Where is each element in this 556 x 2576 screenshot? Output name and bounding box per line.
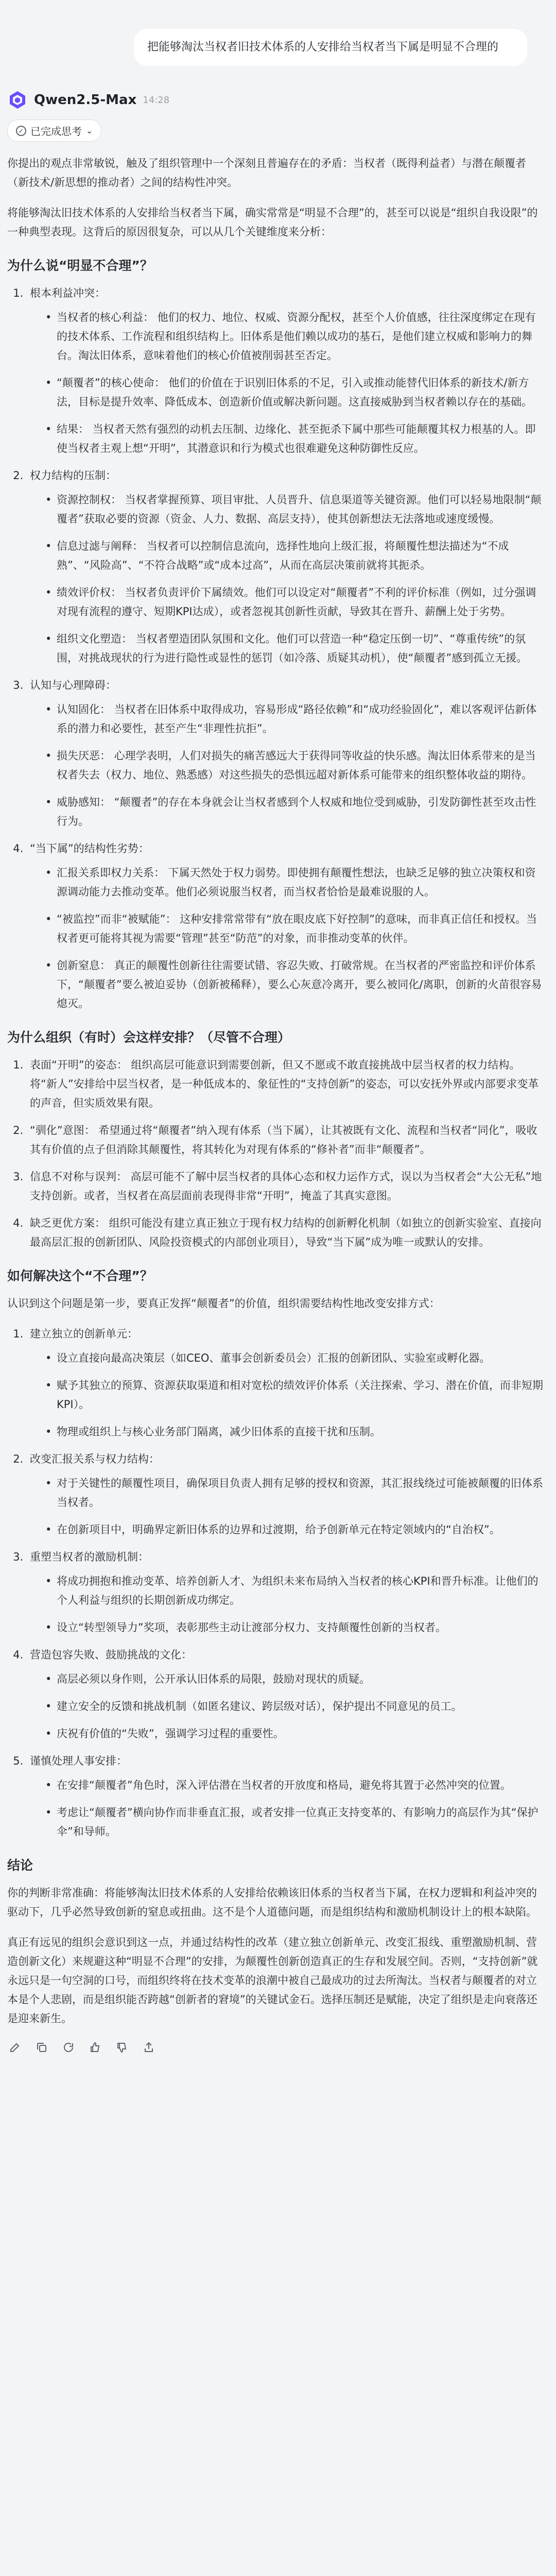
assistant-header — [7, 90, 556, 110]
bullet-item: • 损失厌恶： 心理学表明，人们对损失的痛苦感远大于获得同等收益的快乐感。淘汰旧体系带来的是当权者失去（权力、地位、熟悉感）对这些损失的恐惧远超对新体系可能带来的组织整体收益的期待。 — [45, 747, 545, 785]
list-item: 1. 表面“开明”的姿态： 组织高层可能意识到需要创新，但又不愿或不敢直接挑战中层当权者的权力结构。将“新人”安排给中层当权者，是一种低成本的、象征性的“支持创新”的姿态，可以安抚外界或内部要求变革的声音，但实质效果有限。 — [27, 1056, 545, 1113]
list-item — [27, 284, 545, 458]
bullet-item: • 绩效评价权： 当权者负责评价下属绩效。他们可以设定对“颠覆者”不利的评价标准（例如，过分强调对现有流程的遵守、短期KPI达成），或者忽视其创新性贡献，导致其在晋升、薪酬上处于劣势。 — [45, 583, 545, 621]
list-item — [27, 1325, 545, 1442]
bullet-item: • 物理或组织上与核心业务部门隔离，减少旧体系的直接干扰和压制。 — [45, 1422, 545, 1442]
list-item — [27, 466, 545, 668]
bullet-item: • 资源控制权： 当权者掌握预算、项目审批、人员晋升、信息渠道等关键资源。他们可以轻易地限制“颠覆者”获取必要的资源（资金、人力、数据、高层支持），使其创新想法无法落地或速度缓慢。 — [45, 490, 545, 529]
copy-icon[interactable] — [34, 2040, 49, 2055]
bullet-item: • 赋予其独立的预算、资源获取渠道和相对宽松的绩效评价体系（关注探索、学习、潜在价值，而非短期KPI）。 — [45, 1376, 545, 1414]
bullet-item: • 对于关键性的颠覆性项目，确保项目负责人拥有足够的授权和资源，其汇报线绕过可能被颠覆的旧体系当权者。 — [45, 1474, 545, 1512]
bullet-item: • 建立安全的反馈和挑战机制（如匿名建议、跨层级对话），保护提出不同意见的员工。 — [45, 1697, 545, 1716]
list-item — [27, 676, 545, 831]
list-item — [27, 839, 545, 1013]
list-item — [27, 1646, 545, 1743]
numbered-list — [7, 284, 545, 1013]
bullet-item: • 认知固化： 当权者在旧体系中取得成功，容易形成“路径依赖”和“成功经验固化”，难以客观评估新体系的潜力和必要性，甚至产生“非理性抗拒”。 — [45, 700, 545, 738]
bullet-item: • 在创新项目中，明确界定新旧体系的边界和过渡期，给予创新单元在特定领域内的“自治权”。 — [45, 1520, 545, 1539]
section-heading: 为什么组织（有时）会这样安排？（尽管不合理） — [7, 1030, 291, 1045]
bullet-item: • 设立直接向最高决策层（如CEO、董事会创新委员会）汇报的创新团队、实验室或孵化器。 — [45, 1349, 545, 1368]
message-time: 14:28 — [143, 94, 170, 106]
bullet-item: • 创新窒息： 真正的颠覆性创新往往需要试错、容忍失败、打破常规。在当权者的严密监控和评价体系下，“颠覆者”要么被迫妥协（创新被稀释），要么心灰意冷离开，要么被同化/离职，创新的火苗很容易熄灭。 — [45, 956, 545, 1013]
list-item-title: 2. 权力结构的压制： — [30, 469, 116, 482]
bullet-item: • 设立“转型领导力”奖项，表彰那些主动让渡部分权力、支持颠覆性创新的当权者。 — [45, 1618, 545, 1637]
edit-icon[interactable] — [7, 2040, 23, 2055]
section-heading: 为什么说“明显不合理”？ — [7, 258, 153, 273]
intro-paragraph: 你提出的观点非常敏锐，触及了组织管理中一个深刻且普遍存在的矛盾：当权者（既得利益者）与潜在颠覆者（新技术/新思想的推动者）之间的结构性冲突。 — [7, 157, 526, 189]
bullet-item: • 威胁感知： “颠覆者”的存在本身就会让当权者感到个人权威和地位受到威胁，引发防御性甚至攻击性行为。 — [45, 793, 545, 831]
bullet-item: • “被监控”而非“被赋能”： 这种安排常常带有“放在眼皮底下好控制”的意味，而非真正信任和授权。当权者更可能将其视为需要“管理”甚至“防范”的对象，而非推动变革的伙伴。 — [45, 910, 545, 948]
bullet-list — [30, 1572, 545, 1637]
user-message: 把能够淘汰当权者旧技术体系的人安排给当权者当下属是明显不合理的 — [134, 29, 527, 66]
list-item — [27, 1450, 545, 1539]
model-name: Qwen2.5-Max — [34, 92, 137, 108]
list-item-title: 3. 认知与心理障碍： — [30, 679, 116, 691]
thinking-toggle-button[interactable] — [7, 120, 101, 142]
bullet-list — [30, 863, 545, 1013]
bullet-item: • 高层必须以身作则，公开承认旧体系的局限，鼓励对现状的质疑。 — [45, 1670, 545, 1689]
list-item-title: 4. “当下属”的结构性劣势： — [30, 842, 149, 855]
bullet-item: • 信息过滤与阐释： 当权者可以控制信息流向，选择性地向上级汇报，将颠覆性想法描述为“不成熟”、“风险高”、“不符合战略”或“成本过高”，从而在高层决策前就将其扼杀。 — [45, 537, 545, 575]
thumbs-up-icon[interactable] — [88, 2040, 103, 2055]
section-heading: 如何解决这个“不合理”？ — [7, 1268, 153, 1283]
list-item — [27, 1752, 545, 1841]
thinking-label: 已完成思考 — [30, 125, 82, 138]
section-intro: 认识到这个问题是第一步，要真正发挥“颠覆者”的价值，组织需要结构性地改变安排方式： — [7, 1297, 440, 1310]
list-item: 2. “驯化”意图： 希望通过将“颠覆者”纳入现有体系（当下属），让其被既有文化、流程和当权者“同化”，吸收其有价值的点子但消除其颠覆性，将其转化为对现有体系的“修补者”而非“颠覆者”。 — [27, 1121, 545, 1159]
list-item: 4. 缺乏更优方案： 组织可能没有建立真正独立于现有权力结构的创新孵化机制（如独立的创新实验室、直接向最高层汇报的创新团队、风险投资模式的内部创业项目），导致“当下属”成为唯一或默认的安排。 — [27, 1214, 545, 1252]
bullet-list — [30, 1474, 545, 1539]
list-item-title: 3. 重塑当权者的激励机制： — [30, 1551, 149, 1563]
numbered-list — [7, 1325, 545, 1841]
bullet-item: • 结果： 当权者天然有强烈的动机去压制、边缘化、甚至扼杀下属中那些可能颠覆其权力根基的人。即使当权者主观上想“开明”，其潜意识和行为模式也很难避免这种防御性反应。 — [45, 420, 545, 458]
bullet-list — [30, 700, 545, 831]
bullet-list — [30, 308, 545, 458]
message-action-bar — [7, 2040, 556, 2055]
bullet-item: • “颠覆者”的核心使命： 他们的价值在于识别旧体系的不足，引入或推动能替代旧体系的新技术/新方法，目标是提升效率、降低成本、创造新价值或解决新问题。这直接威胁到当权者赖以存在的基础。 — [45, 374, 545, 412]
bullet-list — [30, 1349, 545, 1442]
refresh-icon[interactable] — [61, 2040, 76, 2055]
bullet-item: • 将成功拥抱和推动变革、培养创新人才、为组织未来布局纳入当权者的核心KPI和晋升标准。让他们的个人利益与组织的长期创新成功绑定。 — [45, 1572, 545, 1610]
list-item-title: 2. 改变汇报关系与权力结构： — [30, 1453, 160, 1465]
bullet-item: • 庆祝有价值的“失败”，强调学习过程的重要性。 — [45, 1724, 545, 1743]
qwen-logo-icon — [7, 90, 28, 110]
bullet-item: • 组织文化塑造： 当权者塑造团队氛围和文化。他们可以营造一种“稳定压倒一切”、“尊重传统”的氛围，对挑战现状的行为进行隐性或显性的惩罚（如冷落、质疑其动机），使“颠覆者”感到孤立无援。 — [45, 630, 545, 668]
assistant-response — [0, 142, 556, 2028]
user-message-row — [0, 0, 556, 66]
list-item-title: 4. 营造包容失败、鼓励挑战的文化： — [30, 1649, 192, 1661]
share-icon[interactable] — [141, 2040, 157, 2055]
chevron-down-icon: ⌄ — [86, 126, 93, 135]
bullet-item: • 汇报关系即权力关系： 下属天然处于权力弱势。即使拥有颠覆性想法，也缺乏足够的独立决策权和资源调动能力去推动变革。他们必须说服当权者，而当权者恰恰是最难说服的人。 — [45, 863, 545, 902]
bullet-item: • 考虑让“颠覆者”横向协作而非垂直汇报，或者安排一位真正支持变革的、有影响力的高层作为其“保护伞”和导师。 — [45, 1803, 545, 1841]
bullet-list — [30, 1776, 545, 1841]
check-icon: ✓ — [16, 126, 26, 136]
list-item — [27, 1548, 545, 1637]
bullet-list — [30, 490, 545, 668]
conclusion-paragraph: 你的判断非常准确：将能够淘汰旧技术体系的人安排给依赖该旧体系的当权者当下属，在权力逻辑和利益冲突的驱动下，几乎必然导致创新的窒息或扭曲。这不是个人道德问题，而是组织结构和激励机制设计上的根本缺陷。 — [7, 1887, 537, 1918]
bullet-list — [30, 1670, 545, 1743]
list-item: 3. 信息不对称与误判： 高层可能不了解中层当权者的具体心态和权力运作方式，误以为当权者会“大公无私”地支持创新。或者，当权者在高层面前表现得非常“开明”，掩盖了其真实意图。 — [27, 1167, 545, 1206]
intro-paragraph: 将能够淘汰旧技术体系的人安排给当权者当下属，确实常常是“明显不合理”的，甚至可以说是“组织自我设限”的一种典型表现。这背后的原因很复杂，可以从几个关键维度来分析： — [7, 207, 538, 238]
numbered-list — [7, 1056, 545, 1252]
list-item-title: 1. 根本利益冲突： — [30, 287, 106, 299]
section-heading: 结论 — [7, 1858, 33, 1873]
list-item-title: 1. 建立独立的创新单元： — [30, 1328, 138, 1340]
list-item-title: 5. 谨慎处理人事安排： — [30, 1755, 127, 1767]
conclusion-paragraph: 真正有远见的组织会意识到这一点，并通过结构性的改革（建立独立创新单元、改变汇报线、重塑激励机制、营造创新文化）来规避这种“明显不合理”的安排，为颠覆性创新创造真正的生存和发展空间。否则，“支持创新”就永远只是一句空洞的口号，而组织终将在技术变革的浪潮中被自己最成功的过去所淘汰。当权者与颠覆者的对立本是个人悲剧，而是组织能否跨越“创新者的窘境”的关键试金石。选择压制还是赋能，决定了组织是走向衰落还是迎来新生。 — [7, 1936, 538, 2025]
thumbs-down-icon[interactable] — [114, 2040, 130, 2055]
bullet-item: • 当权者的核心利益： 他们的权力、地位、权威、资源分配权，甚至个人价值感，往往深度绑定在现有的技术体系、工作流程和组织结构上。旧体系是他们赖以成功的基石，是他们建立权威和影响力的舞台。淘汰旧体系，意味着他们的核心价值被削弱甚至否定。 — [45, 308, 545, 365]
bullet-item: • 在安排“颠覆者”角色时，深入评估潜在当权者的开放度和格局，避免将其置于必然冲突的位置。 — [45, 1776, 545, 1795]
